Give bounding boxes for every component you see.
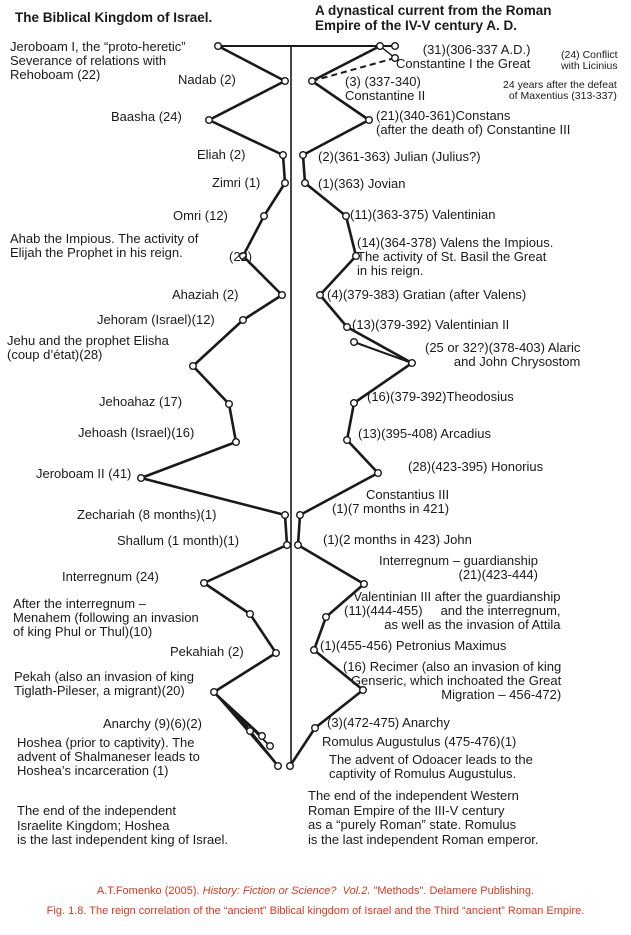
label-anarchy-israel: Anarchy (9)(6)(2) [103,716,202,731]
israel-reign-node [240,317,247,324]
rome-reign-node [344,324,351,331]
label-valentinian-ii: (13)(379-392) Valentinian II [352,317,510,332]
israel-reign-node [284,542,291,549]
extra-reign-node [267,743,274,750]
israel-reign-node [190,363,197,370]
label-jehoahaz: Jehoahaz (17) [99,394,183,409]
label-shallum: Shallum (1 month)(1) [117,533,240,548]
label-arcadius: (13)(395-408) Arcadius [358,426,491,441]
israel-reign-node [261,213,268,220]
rome-reign-node [302,180,309,187]
label-menahem: After the interregnum – Menahem (following an invasion of king Phul or Thul)(10) [13,596,199,640]
label-end-israel: The end of the independent Israelite Kingdom; Hoshea is the last independent king of Israel. [17,803,229,848]
label-odoacer: The advent of Odoacer leads to the captivity of Romulus Augustulus. [329,752,533,782]
label-zimri: Zimri (1) [212,175,261,190]
caption-citation [0,885,631,897]
label-valens: (14)(364-378) Valens the Impious. The activity of St. Basil the Great in his reign. [357,235,554,279]
israel-reign-node [282,180,289,187]
israel-reign-node [211,689,218,696]
label-constans: (21)(340-361)Constans (after the death of) Constantine III [376,108,571,138]
label-interregnum-rome: Interregnum – guardianship (21)(423-444) [379,553,538,583]
caption-author: A.T.Fomenko (2005). [96,885,203,897]
label-julian: (2)(361-363) Julian (Julius?) [318,149,481,164]
israel-reign-node [215,43,222,50]
label-nadab: Nadab (2) [178,72,236,87]
label-gratian: (4)(379-383) Gratian (after Valens) [327,287,527,302]
israel-reign-node [275,763,282,770]
label-constantine-i: (31)(306-337 A.D.) Constantine I the Great [396,42,531,72]
label-ahab-years: (22) [229,249,253,264]
label-honorius: (28)(423-395) Honorius [408,459,544,474]
anarchy-fan-line [214,692,278,766]
label-valentinian-iii: Valentinian III after the guardianship (11)(444-455) and the interregnum, as well as the invasion of Attila [344,589,561,633]
label-recimer: (16) Recimer (also an invasion of king Genseric, which inchoated the Great Migration – 456-472) [343,659,562,703]
israel-reign-node [282,512,289,519]
label-theodosius: (16)(379-392)Theodosius [367,389,514,404]
rome-reign-node [312,725,319,732]
rome-reign-node [375,470,382,477]
label-pekahiah: Pekahiah (2) [170,644,244,659]
label-pekah: Pekah (also an invasion of king Tiglath-Pileser, a migrant)(20) [14,669,194,699]
label-jehoram: Jehoram (Israel)(12) [97,312,215,327]
alaric-branch-line [347,327,412,363]
israel-reign-node [226,401,233,408]
label-omri: Omri (12) [173,208,228,223]
label-jehu: Jehu and the prophet Elisha (coup d’état)(28) [7,333,169,363]
label-john: (1)(2 months in 423) John [323,532,472,547]
rome-reign-node [323,614,330,621]
label-constantine-ii: (3) (337-340) Constantine II [345,74,426,104]
rome-reign-node [311,647,318,654]
label-interregnum-israel: Interregnum (24) [62,569,159,584]
label-ahaziah: Ahaziah (2) [172,287,239,302]
rome-reign-node [351,400,358,407]
rome-reign-node [297,512,304,519]
label-zechariah: Zechariah (8 months)(1) [77,507,217,522]
rome-reign-node [317,292,324,299]
israel-reign-node [247,728,254,735]
rome-reign-node [366,117,373,124]
rome-reign-node [309,78,316,85]
israel-reign-node [282,78,289,85]
left-title: The Biblical Kingdom of Israel. [15,10,213,25]
label-maxentius: 24 years after the defeat of Maxentius (313-337) [503,79,617,103]
israel-reign-node [273,650,280,657]
rome-reign-node [409,360,416,367]
rome-reign-node [287,763,294,770]
label-anarchy-rome: (3)(472-475) Anarchy [327,715,450,730]
label-licinius-conflict: (24) Conflict with Licinius [561,49,618,73]
label-valentinian: (11)(363-375) Valentinian [350,207,496,222]
label-constantius-iii: Constantius III (1)(7 months in 421) [332,487,450,517]
rome-reign-node [300,152,307,159]
israel-reign-node [201,580,208,587]
label-hoshea: Hoshea (prior to captivity). The advent of Shalmaneser leads to Hoshea’s incarceration (1) [17,735,200,779]
label-jovian: (1)(363) Jovian [318,176,406,191]
label-ahab: Ahab the Impious. The activity of Elijah the Prophet in his reign. [10,231,199,261]
rome-reign-node [344,437,351,444]
israel-reign-node [233,439,240,446]
label-baasha: Baasha (24) [111,109,182,124]
caption-book-title: History: Fiction or Science? Vol.2. [202,885,371,897]
label-jeroboam-ii: Jeroboam II (41) [36,466,132,481]
label-jehoash: Jehoash (Israel)(16) [78,425,195,440]
rome-reign-node [343,213,350,220]
label-jeroboam-i: Jeroboam I, the “proto-heretic” Severance of relations with Rehoboam (22) [10,39,186,83]
rome-reign-node [377,43,384,50]
israel-reign-node [279,292,286,299]
israel-reign-node [280,152,287,159]
rome-reign-node [361,581,368,588]
israel-reign-node [206,117,213,124]
rome-reign-node [295,542,302,549]
extra-reign-node [351,339,358,346]
caption-figure: Fig. 1.8. The reign correlation of the “ancient” Biblical kingdom of Israel and the Third “ancient” Roman Empire. [46,905,585,917]
extra-reign-node [259,733,266,740]
caption-publisher: "Methods". Delamere Publishing. [370,885,535,897]
label-alaric: (25 or 32?)(378-403) Alaric and John Chrysostom [425,340,581,370]
label-eliah: Eliah (2) [197,147,246,162]
label-petronius: (1)(455-456) Petronius Maximus [320,638,507,653]
label-end-rome: The end of the independent Western Roman Empire of the III-V century as a “purely Roman” state. Romulus is the last independent Roman emperor. [308,788,539,847]
israel-reign-node [247,611,254,618]
label-romulus: Romulus Augustulus (475-476)(1) [322,734,517,749]
right-title: A dynastical current from the Roman Empire of the IV-V century A. D. [315,3,552,33]
israel-reign-node [138,475,145,482]
